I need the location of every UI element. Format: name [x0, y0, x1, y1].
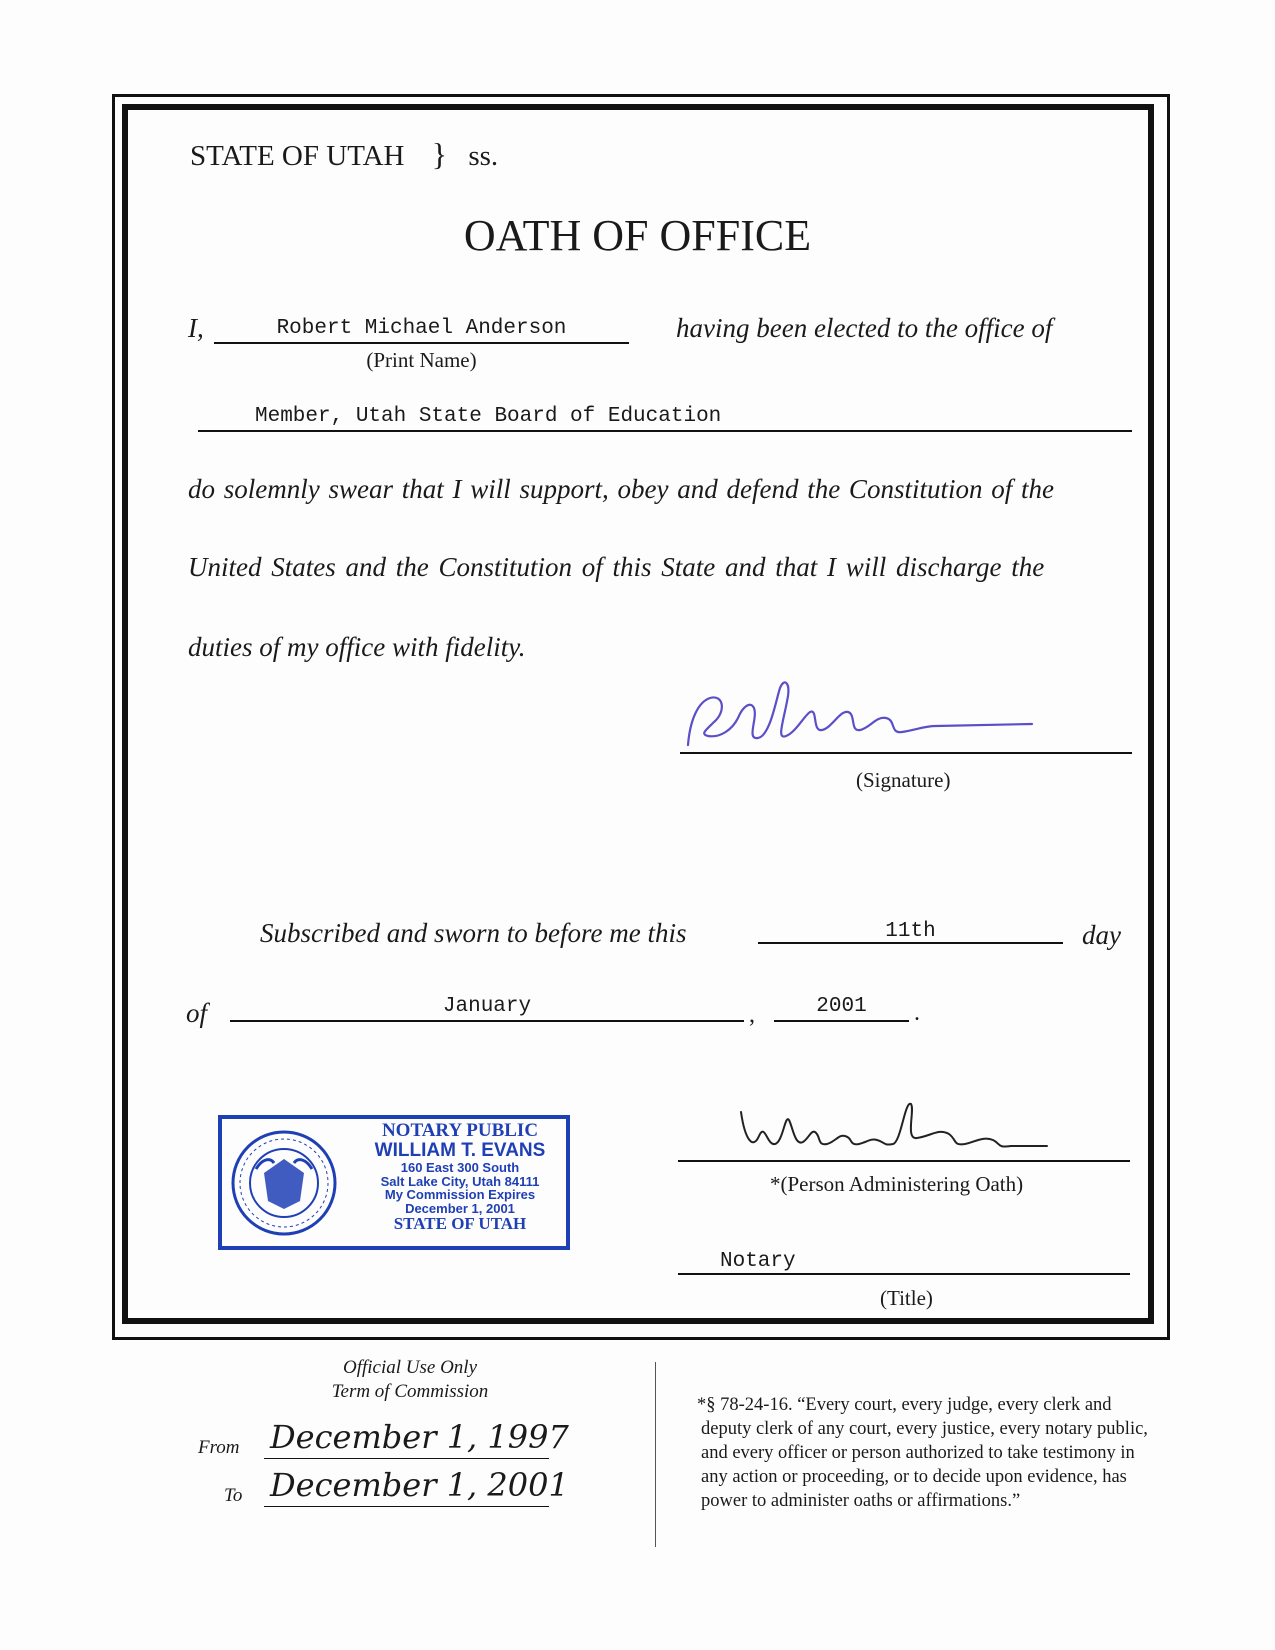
- month-rule: [230, 1020, 744, 1022]
- term-heading: Term of Commission: [331, 1381, 489, 1402]
- elected-text: having been elected to the office of: [676, 313, 1053, 343]
- to-label: To: [224, 1485, 243, 1506]
- year-rule: [774, 1020, 909, 1022]
- title-field[interactable]: Notary: [720, 1250, 796, 1273]
- title-label: (Title): [880, 1286, 933, 1310]
- print-name-label: (Print Name): [366, 348, 477, 372]
- administrator-label: *(Person Administering Oath): [770, 1172, 1024, 1196]
- brace-glyph: }: [431, 136, 448, 172]
- footer-divider: [655, 1362, 656, 1547]
- print-name-rule: [214, 342, 629, 344]
- ss-label: ss.: [468, 140, 499, 172]
- state-heading: [190, 136, 498, 173]
- stamp-line-3: 160 East 300 South: [400, 1159, 520, 1175]
- statute-line-4: any action or proceeding, or to decide upon evidence, has: [701, 1467, 1127, 1487]
- notary-stamp: [218, 1115, 570, 1250]
- day-rule: [758, 942, 1063, 944]
- stamp-line-2: WILLIAM T. EVANS: [374, 1139, 546, 1161]
- stamp-line-5: My Commission Expires: [384, 1187, 536, 1203]
- official-heading: Official Use Only: [342, 1357, 478, 1378]
- state-seal-icon: [230, 1129, 338, 1237]
- from-label: From: [198, 1437, 240, 1458]
- office-field[interactable]: Member, Utah State Board of Education: [255, 405, 722, 428]
- state-label: STATE OF UTAH: [190, 140, 405, 172]
- administrator-signature-scribble: [735, 1090, 1055, 1160]
- stamp-line-4: Salt Lake City, Utah 84111: [380, 1173, 540, 1189]
- day-field[interactable]: 11th: [885, 920, 936, 943]
- year-field[interactable]: 2001: [816, 995, 867, 1018]
- stamp-line-7: STATE OF UTAH: [393, 1214, 527, 1234]
- oath-line-2: United States and the Constitution of this State and that I will discharge the: [188, 552, 1045, 582]
- page-title: OATH OF OFFICE: [463, 211, 812, 260]
- stamp-line-6: December 1, 2001: [405, 1200, 515, 1216]
- from-value: December 1, 1997: [270, 1418, 569, 1456]
- month-field[interactable]: January: [442, 995, 532, 1018]
- signature-label: (Signature): [856, 768, 951, 792]
- signature-rule: [680, 752, 1132, 754]
- stamp-text: [360, 1121, 560, 1233]
- statute-line-1: *§ 78-24-16. “Every court, every judge, every clerk and: [697, 1395, 1112, 1415]
- title-rule: [678, 1273, 1130, 1275]
- office-rule: [198, 430, 1132, 432]
- administrator-rule: [678, 1160, 1130, 1162]
- statute-line-2: deputy clerk of any court, every justice, every notary public,: [701, 1419, 1148, 1439]
- oath-line-1: do solemnly swear that I will support, obey and defend the Constitution of the: [188, 474, 1054, 504]
- print-name-field[interactable]: Robert Michael Anderson: [276, 317, 567, 340]
- period: .: [914, 1000, 920, 1026]
- statute-line-3: and every officer or person authorized to take testimony in: [701, 1443, 1135, 1463]
- oath-line-3: duties of my office with fidelity.: [188, 632, 526, 662]
- of-prefix: of: [186, 998, 208, 1028]
- statute-line-5: power to administer oaths or affirmations.”: [701, 1491, 1021, 1511]
- stamp-line-1: NOTARY PUBLIC: [381, 1120, 539, 1141]
- sworn-text: Subscribed and sworn to before me this: [260, 918, 687, 948]
- to-rule: [264, 1506, 549, 1507]
- from-rule: [264, 1458, 549, 1459]
- comma: ,: [749, 1002, 755, 1028]
- statute-note: [697, 1393, 1148, 1513]
- to-value: December 1, 2001: [270, 1466, 569, 1504]
- day-suffix: day: [1082, 920, 1121, 950]
- i-prefix: I,: [188, 313, 204, 343]
